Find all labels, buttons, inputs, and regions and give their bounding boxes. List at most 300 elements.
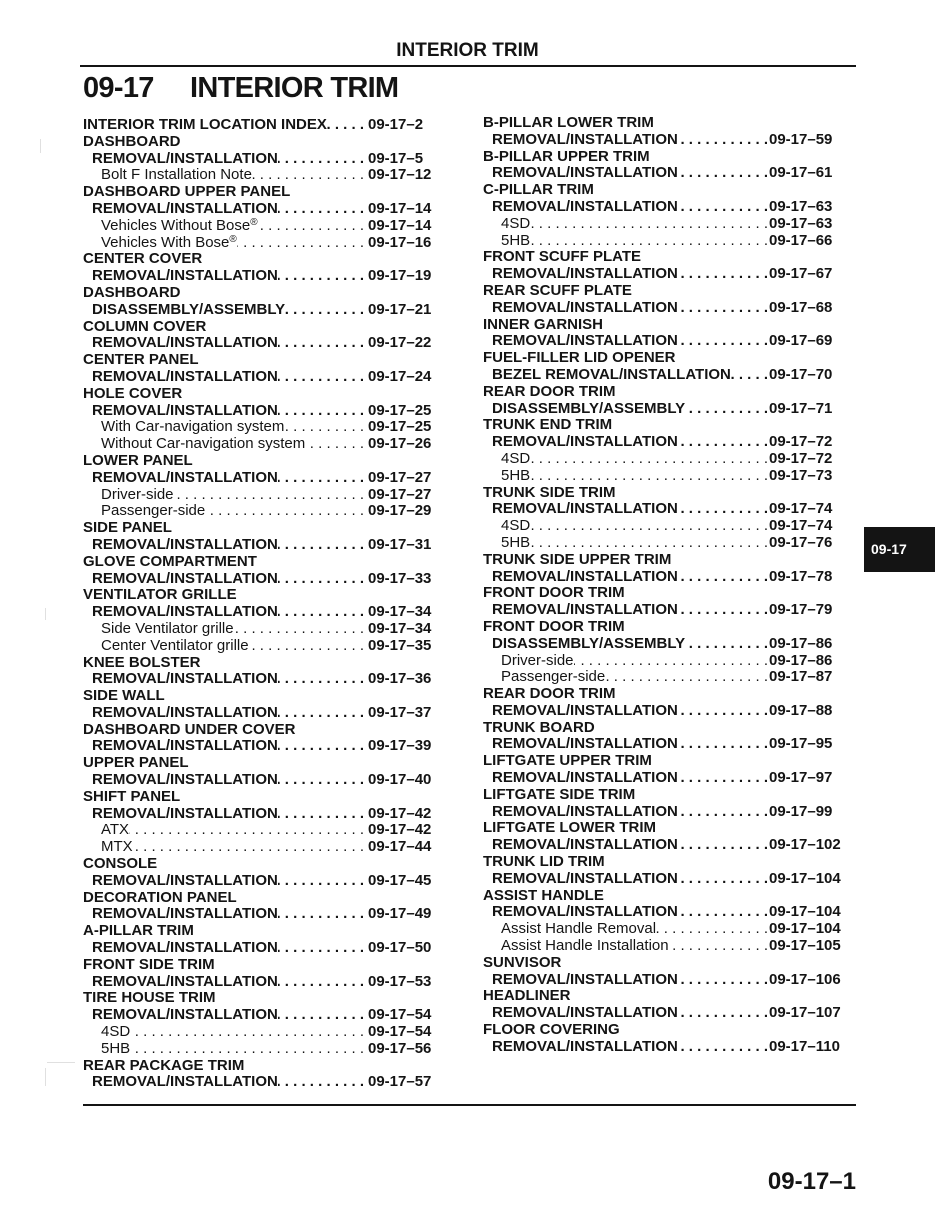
toc-entry-page: 09-17–88 [769, 702, 833, 719]
dot-leader [731, 367, 768, 384]
toc-entry-page: 09-17–42 [368, 822, 432, 839]
dot-leader [278, 772, 364, 789]
toc-entry-page: 09-17–78 [769, 568, 833, 585]
toc-entry-text: REMOVAL/INSTALLATION [92, 940, 278, 957]
toc-entry [83, 419, 445, 436]
toc-heading [483, 988, 853, 1005]
dot-leader [530, 451, 768, 468]
toc-entry [83, 822, 445, 839]
section-thumb-tab-label: 09-17 [871, 541, 907, 557]
dot-leader [685, 636, 768, 653]
toc-heading [483, 249, 853, 266]
toc-entry-text: SHIFT PANEL [83, 788, 181, 805]
toc-heading [483, 283, 853, 300]
toc-entry-text: LIFTGATE LOWER TRIM [483, 820, 657, 837]
toc-entry-label [83, 587, 237, 604]
scan-artifact [47, 1062, 75, 1063]
toc-heading [483, 384, 853, 401]
toc-entry-page: 09-17–27 [368, 469, 432, 486]
toc-entry [83, 806, 445, 823]
toc-entry-text: FRONT DOOR TRIM [483, 585, 625, 602]
toc-entry-label [83, 839, 133, 856]
toc-entry-page: 09-17–61 [769, 165, 833, 182]
toc-entry-text: REMOVAL/INSTALLATION [92, 704, 278, 721]
toc-entry-text: Driver-side [501, 652, 574, 669]
toc-right-column [483, 115, 853, 1056]
toc-entry-label [483, 720, 595, 737]
toc-entry-text: LOWER PANEL [83, 452, 193, 469]
dot-leader [678, 434, 768, 451]
toc-entry [83, 974, 445, 991]
toc-entry-page: 09-17–33 [368, 570, 432, 587]
toc-entry-label [483, 653, 574, 670]
dot-leader [678, 165, 768, 182]
dot-leader [278, 1007, 364, 1024]
toc-entry-page: 09-17–107 [769, 1005, 841, 1022]
toc-left-column [83, 117, 445, 1091]
dot-leader [678, 132, 768, 149]
toc-entry-label [83, 923, 194, 940]
scan-artifact [40, 139, 41, 153]
dot-leader [678, 501, 768, 518]
toc-entry-label [83, 722, 296, 739]
toc-entry-text: REMOVAL/INSTALLATION [492, 333, 678, 350]
toc-entry-text: TRUNK SIDE TRIM [483, 484, 616, 501]
toc-entry-label [483, 552, 671, 569]
toc-entry-label [483, 854, 605, 871]
dot-leader [278, 671, 364, 688]
toc-entry-page: 09-17–68 [769, 299, 833, 316]
toc-entry-text: COLUMN COVER [83, 318, 207, 335]
toc-entry-text: UPPER PANEL [83, 755, 189, 772]
toc-entry-page: 09-17–40 [368, 772, 432, 789]
toc-entry-label [83, 822, 129, 839]
toc-entry-label [483, 266, 678, 283]
toc-entry-label [483, 233, 530, 250]
dot-leader [278, 873, 364, 890]
toc-entry-page: 09-17–63 [769, 215, 833, 232]
toc-entry-text: Assist Handle Installation [501, 938, 669, 955]
toc-entry-text: Center Ventilator grille [101, 637, 249, 654]
toc-entry-page: 09-17–106 [769, 971, 841, 988]
registered-trademark-mark: ® [250, 217, 258, 228]
toc-entry [83, 302, 445, 319]
header-rule [80, 65, 856, 67]
toc-entry-label [83, 335, 278, 352]
toc-entry-text: BEZEL REMOVAL/INSTALLATION [492, 366, 731, 383]
toc-entry-label [483, 636, 685, 653]
toc-heading [483, 317, 853, 334]
toc-entry [83, 738, 445, 755]
toc-entry-label [83, 974, 278, 991]
scan-artifact [45, 608, 46, 620]
dot-leader [278, 268, 364, 285]
toc-entry-label [483, 367, 731, 384]
toc-entry-page: 09-17–97 [769, 770, 833, 787]
toc-entry-label [483, 1039, 678, 1056]
toc-entry-page: 09-17–19 [368, 268, 432, 285]
toc-entry-label [83, 638, 249, 655]
toc-entry-label [483, 535, 530, 552]
toc-entry-page: 09-17–69 [769, 333, 833, 350]
toc-entry-label [83, 268, 278, 285]
toc-entry-text: Bolt F Installation Note [101, 167, 252, 184]
dot-leader [530, 518, 768, 535]
dot-leader [285, 302, 364, 319]
toc-entry-text: REMOVAL/INSTALLATION [92, 1074, 278, 1091]
toc-entry-label [83, 403, 278, 420]
toc-entry-label [83, 117, 327, 134]
running-header-title: INTERIOR TRIM [396, 40, 539, 61]
toc-heading [483, 149, 853, 166]
toc-heading [483, 1022, 853, 1039]
toc-entry-page: 09-17–57 [368, 1074, 432, 1091]
dot-leader [574, 653, 768, 670]
toc-entry [483, 921, 853, 938]
toc-entry [83, 638, 445, 655]
toc-entry-label [483, 132, 678, 149]
toc-entry-page: 09-17–54 [368, 1007, 432, 1024]
toc-entry [83, 503, 445, 520]
toc-entry-label [483, 434, 678, 451]
toc-entry-text: Driver-side [101, 486, 174, 503]
toc-entry-text: ATX [101, 822, 130, 839]
toc-entry-label [483, 283, 632, 300]
toc-entry-text: DASHBOARD UNDER COVER [83, 721, 296, 738]
toc-entry-text: REMOVAL/INSTALLATION [492, 165, 678, 182]
toc-entry-text: VENTILATOR GRILLE [83, 587, 237, 604]
toc-entry-page: 09-17–12 [368, 167, 432, 184]
toc-heading [83, 134, 445, 151]
toc-entry-label [483, 955, 561, 972]
dot-leader [685, 401, 768, 418]
toc-heading [83, 1058, 445, 1075]
toc-entry-text: DISASSEMBLY/ASSEMBLY [492, 635, 686, 652]
toc-heading [83, 688, 445, 705]
toc-heading [483, 955, 853, 972]
toc-entry-text: REAR DOOR TRIM [483, 686, 616, 703]
dot-leader [258, 218, 364, 235]
toc-entry-text: REMOVAL/INSTALLATION [492, 602, 678, 619]
toc-entry-label [483, 820, 656, 837]
toc-entry [83, 873, 445, 890]
toc-entry [483, 569, 853, 586]
toc-entry-page: 09-17–86 [769, 635, 833, 652]
toc-heading [83, 285, 445, 302]
toc-heading [483, 854, 853, 871]
toc-entry-page: 09-17–45 [368, 872, 432, 889]
toc-entry [483, 904, 853, 921]
dot-leader [678, 871, 768, 888]
toc-entry-label [83, 453, 193, 470]
toc-entry-page: 09-17–104 [769, 921, 841, 938]
dot-leader [678, 1005, 768, 1022]
toc-entry-text: REMOVAL/INSTALLATION [92, 772, 278, 789]
toc-entry [483, 367, 853, 384]
toc-entry-text: C-PILLAR TRIM [483, 182, 594, 199]
toc-entry-label [483, 988, 571, 1005]
toc-entry-text: CONSOLE [83, 856, 158, 873]
toc-entry-label [83, 688, 165, 705]
toc-entry-label [483, 165, 678, 182]
toc-entry-label [483, 602, 678, 619]
toc-entry [83, 487, 445, 504]
toc-entry [483, 535, 853, 552]
dot-leader [278, 806, 364, 823]
toc-entry-page: 09-17–25 [368, 402, 432, 419]
dot-leader [530, 216, 768, 233]
toc-entry-label [483, 468, 530, 485]
dot-leader [278, 335, 364, 352]
dot-leader [278, 974, 364, 991]
toc-entry-label [483, 938, 669, 955]
toc-entry [83, 1024, 445, 1041]
dot-leader [278, 906, 364, 923]
toc-heading [83, 789, 445, 806]
toc-entry-text: FRONT SCUFF PLATE [483, 249, 642, 266]
toc-entry-label [483, 485, 616, 502]
toc-entry-text: REMOVAL/INSTALLATION [492, 904, 678, 921]
toc-entry-text: REMOVAL/INSTALLATION [492, 803, 678, 820]
toc-entry-page: 09-17–72 [769, 434, 833, 451]
toc-entry-text: REMOVAL/INSTALLATION [492, 770, 678, 787]
toc-entry-text: REMOVAL/INSTALLATION [92, 402, 278, 419]
toc-heading [483, 585, 853, 602]
toc-entry-page: 09-17–25 [368, 419, 432, 436]
toc-entry-text: HEADLINER [483, 988, 571, 1005]
toc-entry-page: 09-17–26 [368, 436, 432, 453]
toc-entry-label [83, 218, 258, 235]
toc-entry [483, 1039, 853, 1056]
toc-entry-label [83, 369, 278, 386]
toc-entry-label [83, 772, 278, 789]
section-title: INTERIOR TRIM [190, 72, 399, 104]
toc-entry-text: Without Car-navigation system [101, 436, 306, 453]
toc-entry-text: CENTER PANEL [83, 352, 199, 369]
toc-entry-label [483, 182, 594, 199]
toc-entry [83, 335, 445, 352]
toc-entry-page: 09-17–36 [368, 671, 432, 688]
toc-entry-label [83, 1058, 244, 1075]
dot-leader [678, 703, 768, 720]
toc-entry-label [83, 251, 202, 268]
toc-heading [483, 182, 853, 199]
toc-entry-page: 09-17–39 [368, 738, 432, 755]
toc-entry-label [83, 755, 189, 772]
toc-entry-page: 09-17–74 [769, 518, 833, 535]
dot-leader [129, 822, 364, 839]
toc-entry-label [483, 350, 676, 367]
toc-heading [483, 753, 853, 770]
toc-entry-text: TRUNK LID TRIM [483, 854, 605, 871]
dot-leader [130, 1024, 364, 1041]
toc-entry [483, 636, 853, 653]
toc-entry-label [83, 554, 257, 571]
toc-heading [483, 485, 853, 502]
toc-heading [83, 184, 445, 201]
toc-entry-text: REAR SCUFF PLATE [483, 282, 632, 299]
toc-entry-text: MTX [101, 839, 133, 856]
toc-heading [83, 386, 445, 403]
toc-entry-text: REMOVAL/INSTALLATION [492, 702, 678, 719]
toc-entry [483, 468, 853, 485]
toc-entry-label [83, 319, 206, 336]
toc-heading [83, 352, 445, 369]
toc-entry-text: REMOVAL/INSTALLATION [92, 268, 278, 285]
toc-heading [83, 251, 445, 268]
section-number: 09-17 [83, 72, 154, 104]
section-thumb-tab [864, 527, 935, 572]
toc-entry-label [83, 386, 182, 403]
toc-entry [483, 602, 853, 619]
toc-entry-label [483, 585, 625, 602]
dot-leader [530, 468, 768, 485]
toc-entry [83, 436, 445, 453]
toc-entry-page: 09-17–70 [769, 366, 833, 383]
toc-entry-label [83, 789, 180, 806]
toc-entry-text: 4SD [501, 215, 531, 232]
toc-entry-text: SUNVISOR [483, 954, 562, 971]
toc-entry-label [83, 671, 278, 688]
toc-entry-text: REMOVAL/INSTALLATION [492, 299, 678, 316]
toc-entry-text: ASSIST HANDLE [483, 887, 604, 904]
toc-entry-text: SIDE PANEL [83, 520, 172, 537]
toc-heading [83, 957, 445, 974]
toc-entry-label [483, 417, 612, 434]
dot-leader [205, 503, 364, 520]
toc-entry-text: REMOVAL/INSTALLATION [492, 131, 678, 148]
toc-entry-text: TRUNK BOARD [483, 719, 595, 736]
toc-entry-page: 09-17–74 [769, 501, 833, 518]
dot-leader [678, 904, 768, 921]
toc-entry-text: 5HB [501, 467, 531, 484]
toc-heading [83, 755, 445, 772]
dot-leader [305, 436, 364, 453]
toc-entry-page: 09-17–66 [769, 232, 833, 249]
toc-entry-label [483, 1022, 620, 1039]
dot-leader [278, 470, 364, 487]
toc-entry-page: 09-17–99 [769, 803, 833, 820]
toc-entry-text: DISASSEMBLY/ASSEMBLY [92, 301, 286, 318]
toc-entry-text: DISASSEMBLY/ASSEMBLY [492, 400, 686, 417]
toc-entry-label [83, 352, 199, 369]
toc-entry [83, 235, 445, 252]
toc-entry-text: REMOVAL/INSTALLATION [492, 1038, 678, 1055]
toc-entry-text: TRUNK SIDE UPPER TRIM [483, 551, 672, 568]
toc-entry-label [83, 604, 278, 621]
toc-heading [83, 587, 445, 604]
toc-entry-text: REMOVAL/INSTALLATION [92, 536, 278, 553]
toc-entry [83, 906, 445, 923]
toc-entry-text: 5HB [501, 232, 531, 249]
dot-leader [678, 569, 768, 586]
toc-entry [483, 165, 853, 182]
dot-leader [284, 419, 364, 436]
toc-entry-label [483, 619, 625, 636]
dot-leader [678, 602, 768, 619]
toc-entry-page: 09-17–63 [769, 198, 833, 215]
toc-heading [83, 520, 445, 537]
toc-entry-text: SIDE WALL [83, 688, 165, 705]
toc-entry [483, 938, 853, 955]
toc-entry-text: TIRE HOUSE TRIM [83, 990, 216, 1007]
toc-entry-label [483, 115, 654, 132]
toc-entry-page: 09-17–54 [368, 1024, 432, 1041]
toc-entry [483, 216, 853, 233]
toc-entry-page: 09-17–59 [769, 131, 833, 148]
toc-entry-page: 09-17–35 [368, 637, 432, 654]
toc-entry-label [83, 470, 278, 487]
dot-leader [678, 199, 768, 216]
dot-leader [174, 487, 364, 504]
toc-entry-text: FUEL-FILLER LID OPENER [483, 350, 676, 367]
toc-entry-text: REMOVAL/INSTALLATION [92, 368, 278, 385]
toc-entry [483, 518, 853, 535]
toc-entry-label [83, 302, 285, 319]
toc-entry-label [83, 503, 205, 520]
toc-entry-label [83, 621, 234, 638]
toc-entry-label [83, 655, 201, 672]
toc-entry-label [83, 487, 174, 504]
toc-entry [483, 434, 853, 451]
toc-heading [83, 453, 445, 470]
toc-entry-text: 4SD [101, 1024, 131, 1041]
toc-entry-label [83, 167, 252, 184]
toc-heading [483, 686, 853, 703]
toc-heading [83, 655, 445, 672]
toc-entry-page: 09-17–16 [368, 234, 432, 251]
toc-entry-text: REMOVAL/INSTALLATION [492, 568, 678, 585]
toc-entry [483, 132, 853, 149]
toc-entry-text: Side Ventilator grille [101, 620, 234, 637]
toc-entry-text: REMOVAL/INSTALLATION [92, 604, 278, 621]
toc-entry-label [483, 501, 678, 518]
toc-entry [83, 268, 445, 285]
dot-leader [249, 638, 364, 655]
toc-entry-page: 09-17–72 [769, 450, 833, 467]
toc-entry [83, 403, 445, 420]
toc-entry [483, 770, 853, 787]
toc-entry-label [83, 151, 278, 168]
toc-entry [83, 604, 445, 621]
toc-entry-label [483, 753, 652, 770]
toc-entry-label [83, 738, 278, 755]
toc-entry-text: INNER GARNISH [483, 316, 604, 333]
toc-heading [483, 619, 853, 636]
toc-heading [483, 820, 853, 837]
toc-entry-label [83, 1007, 278, 1024]
toc-entry [483, 804, 853, 821]
toc-entry-text: KNEE BOLSTER [83, 654, 201, 671]
toc-entry-text: REMOVAL/INSTALLATION [92, 738, 278, 755]
toc-entry-text: Passenger-side [501, 669, 606, 686]
toc-entry-label [83, 285, 181, 302]
toc-entry [83, 772, 445, 789]
toc-entry [483, 703, 853, 720]
toc-entry-text: REMOVAL/INSTALLATION [492, 434, 678, 451]
toc-entry-text: REMOVAL/INSTALLATION [92, 872, 278, 889]
toc-entry-label [83, 419, 284, 436]
dot-leader [278, 705, 364, 722]
toc-entry [83, 1041, 445, 1058]
toc-entry-label [483, 317, 603, 334]
dot-leader [133, 839, 364, 856]
toc-heading [483, 115, 853, 132]
toc-entry [483, 333, 853, 350]
toc-heading [483, 552, 853, 569]
toc-entry [83, 571, 445, 588]
toc-entry-page: 09-17–53 [368, 973, 432, 990]
